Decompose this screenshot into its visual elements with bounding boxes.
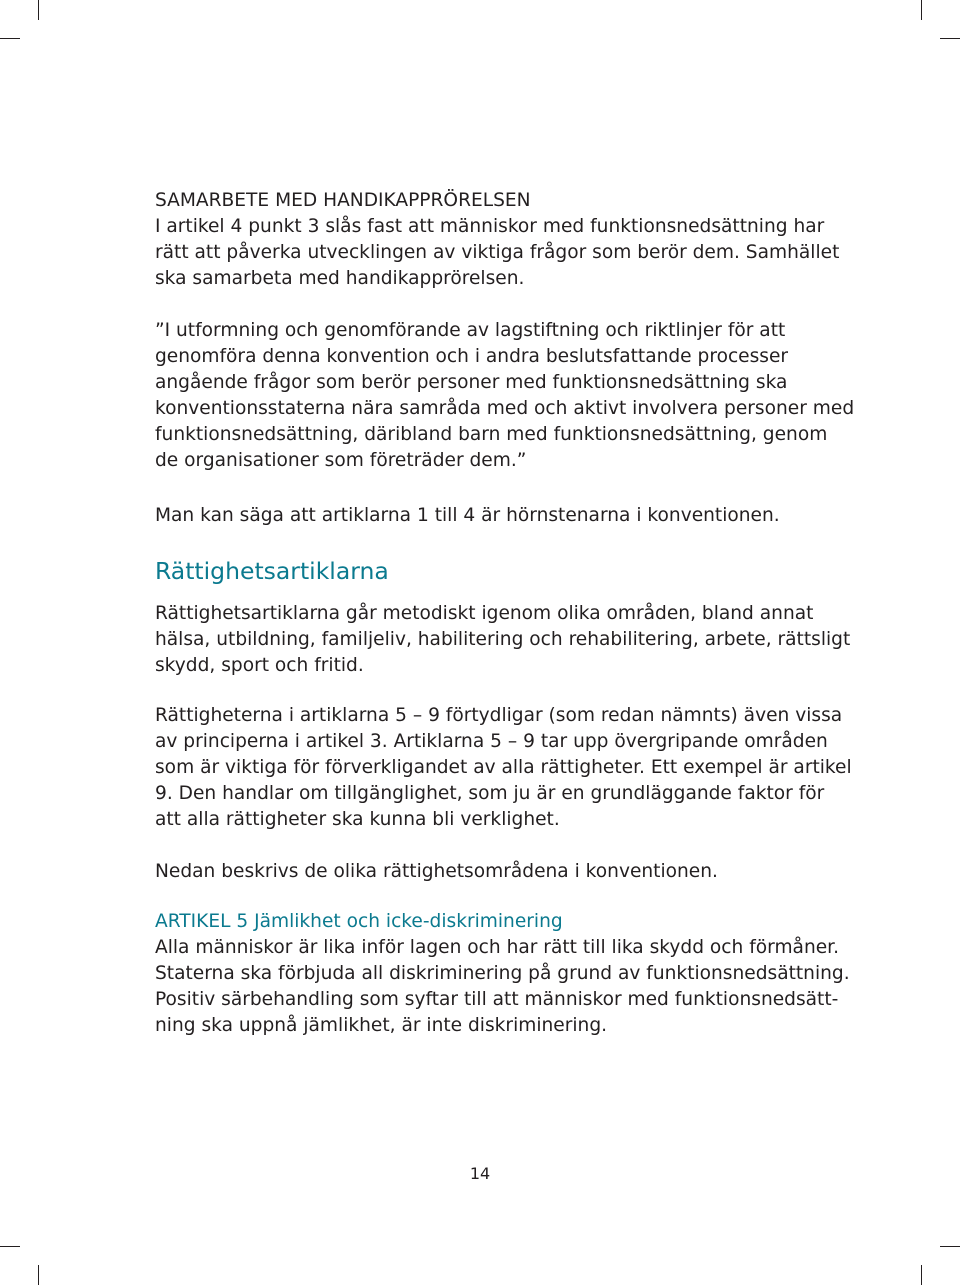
crop-mark-bottom-right-h <box>940 1246 960 1247</box>
rights-paragraph-2: Rättigheterna i artiklarna 5 – 9 förtydligar (som redan nämnts) även vissa av principerna i artikel 3. Artiklarna 5 – 9 tar upp övergripande områden som är viktiga för förverkligandet av alla rättigheter. Ett exempel är artikel 9. Den handlar om tillgänglighet, som ju är en grundläggande faktor för att alla rättigheter ska kunna bli verklighet. <box>155 705 852 830</box>
crop-mark-top-left-h <box>0 38 20 39</box>
cornerstones-paragraph: Man kan säga att artiklarna 1 till 4 är hörnstenarna i konventionen. <box>155 505 780 526</box>
rights-paragraph-3: Nedan beskrivs de olika rättighetsområdena i konventionen. <box>155 861 718 882</box>
crop-mark-top-right-v <box>921 0 922 20</box>
section-text: I artikel 4 punkt 3 slås fast att människor med funktionsnedsättning har rätt att påverka utvecklingen av viktiga frågor som berör dem. Samhället ska samarbeta med handikapprörelsen. <box>155 216 840 289</box>
page-number: 14 <box>469 1164 491 1183</box>
quote-paragraph: ”I utformning och genomförande av lagstiftning och riktlinjer för att genomföra denna konvention och i andra beslutsfattande processer angående frågor som berör personer med funktionsnedsättning ska konventionsstaterna nära samråda med och aktivt involvera personer med funktionsnedsättning, däribland barn med funktionsnedsättning, genom de organisationer som företräder dem.” <box>155 320 855 471</box>
section-heading: SAMARBETE MED HANDIKAPPRÖRELSEN <box>155 190 531 211</box>
article5-label: ARTIKEL 5 <box>155 911 249 932</box>
article5-section <box>155 909 855 1039</box>
rights-paragraph-1: Rättighetsartiklarna går metodiskt igenom olika områden, bland annat hälsa, utbildning, familjeliv, habilitering och rehabilitering, arbete, rättsligt skydd, sport och fritid. <box>155 603 851 676</box>
crop-mark-top-right-h <box>940 38 960 39</box>
crop-mark-bottom-left-v <box>38 1265 39 1285</box>
crop-mark-top-left-v <box>38 0 39 20</box>
crop-mark-bottom-right-v <box>921 1265 922 1285</box>
rights-heading: Rättighetsartiklarna <box>155 557 389 585</box>
section-one <box>155 188 855 292</box>
article5-heading <box>155 909 855 935</box>
article5-text: Alla människor är lika inför lagen och har rätt till lika skydd och förmåner. Staterna ska förbjuda all diskriminering på grund av funktionsnedsättning. Positiv särbehandling som syftar till att människor med funktionsnedsätt-ning ska uppnå jämlikhet, är inte diskriminering. <box>155 937 850 1036</box>
article5-title: Jämlikhet och icke-diskriminering <box>254 911 563 932</box>
crop-mark-bottom-left-h <box>0 1246 20 1247</box>
